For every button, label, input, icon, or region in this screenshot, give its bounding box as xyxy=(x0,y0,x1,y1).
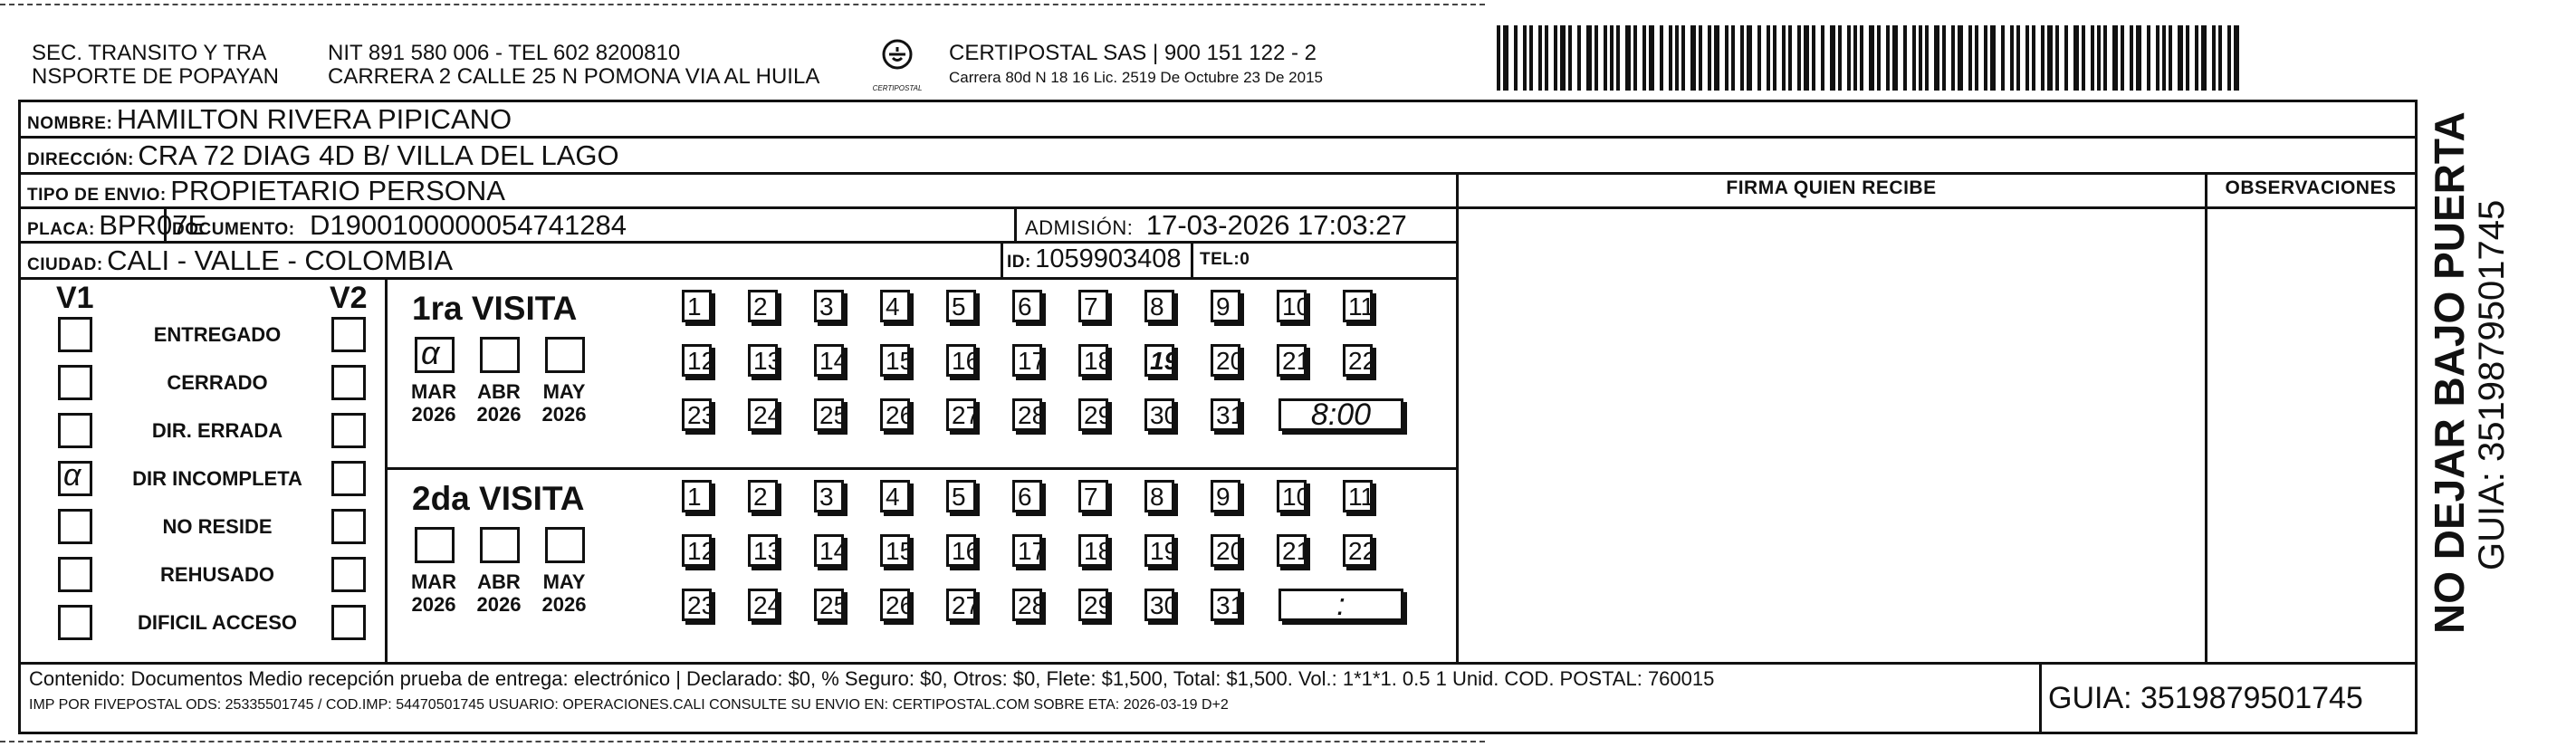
barcode-bar xyxy=(2136,25,2141,91)
month-year: 2026 xyxy=(476,403,522,426)
month-name: MAR xyxy=(410,380,457,403)
day-box[interactable]: 21 xyxy=(1277,344,1307,377)
month-label xyxy=(532,570,596,616)
barcode-bar xyxy=(2178,25,2183,91)
day-box[interactable]: 22 xyxy=(1343,534,1373,567)
grid-line xyxy=(1456,172,1459,664)
address-line: CARRERA 2 CALLE 25 N POMONA VIA AL HUILA xyxy=(328,64,820,89)
barcode-bar xyxy=(1642,25,1646,91)
grid-line xyxy=(1014,206,1017,243)
day-box[interactable]: 6 xyxy=(1012,480,1042,512)
day-box[interactable]: 13 xyxy=(748,344,778,377)
day-box[interactable]: 2 xyxy=(748,480,778,512)
status-option-label: REHUSADO xyxy=(160,563,274,586)
certipostal-logo xyxy=(867,38,927,92)
month-checkbox[interactable] xyxy=(545,337,585,373)
time-box[interactable]: : xyxy=(1278,589,1403,621)
barcode-bar xyxy=(1860,25,1863,91)
barcode-bar xyxy=(1847,25,1851,91)
v1-check-mark: α xyxy=(63,458,81,493)
field-documento xyxy=(172,209,627,242)
day-box[interactable]: 2 xyxy=(748,290,778,322)
day-box[interactable]: 26 xyxy=(880,398,910,431)
day-box[interactable]: 4 xyxy=(880,290,910,322)
side-text xyxy=(2427,111,2512,634)
footer-content-line: Contenido: Documentos Medio recepción prueba de entrega: electrónico | Declarado: $0, % Seguro: $0, Otros: $0, Flete: $1,500, Total: $1,500. Vol.: 1*1*1. 0.5 1 Unid. COD. POSTAL: 760015 xyxy=(29,667,1715,690)
month-year: 2026 xyxy=(541,403,587,426)
barcode-bar xyxy=(1830,25,1835,91)
barcode-bar xyxy=(1660,25,1663,91)
day-box[interactable]: 29 xyxy=(1078,398,1108,431)
day-box[interactable]: 29 xyxy=(1078,589,1108,621)
barcode-bar xyxy=(1773,25,1776,91)
day-box[interactable]: 27 xyxy=(946,398,976,431)
barcode-bar xyxy=(1925,25,1929,91)
barcode-bar xyxy=(1934,25,1939,91)
day-box[interactable]: 24 xyxy=(748,398,778,431)
day-box[interactable]: 23 xyxy=(682,398,712,431)
barcode-bar xyxy=(2097,25,2101,91)
barcode-bar xyxy=(1714,25,1719,91)
v2-checkbox[interactable] xyxy=(331,557,366,592)
v1-label: V1 xyxy=(56,281,94,315)
tipo-label: TIPO DE ENVIO: xyxy=(27,186,167,205)
month-year: 2026 xyxy=(476,593,522,616)
admision-value: 17-03-2026 17:03:27 xyxy=(1145,209,1407,241)
first-visit-title: 1ra VISITA xyxy=(412,290,578,327)
sender-name xyxy=(32,42,279,89)
ciudad-value: CALI - VALLE - COLOMBIA xyxy=(107,244,454,276)
barcode-bar xyxy=(2195,25,2198,91)
barcode-bar xyxy=(2169,25,2172,91)
v2-checkbox[interactable] xyxy=(331,509,366,544)
barcode-bar xyxy=(2041,25,2045,91)
barcode-bar xyxy=(1568,25,1572,91)
barcode-bar xyxy=(1514,25,1518,91)
month-checkbox[interactable] xyxy=(545,527,585,563)
barcode-bar xyxy=(2016,25,2020,91)
day-box[interactable]: 5 xyxy=(946,480,976,512)
month-label xyxy=(402,570,465,616)
barcode-bar xyxy=(2121,25,2124,91)
barcode-bar xyxy=(2073,25,2079,91)
barcode-bar xyxy=(1812,25,1815,91)
field-admision xyxy=(1025,209,1407,242)
day-box[interactable]: 16 xyxy=(946,534,976,567)
status-option-label: NO RESIDE xyxy=(162,515,273,538)
day-box[interactable]: 14 xyxy=(814,344,844,377)
barcode-bar xyxy=(2162,25,2166,91)
barcode-bar xyxy=(2147,25,2150,91)
field-ciudad xyxy=(27,244,453,277)
day-box[interactable]: 24 xyxy=(748,589,778,621)
barcode-bar xyxy=(1616,25,1620,91)
day-box[interactable]: 11 xyxy=(1343,290,1373,322)
v1-checkbox[interactable] xyxy=(58,557,92,592)
v2-checkbox[interactable] xyxy=(331,413,366,448)
grid-line xyxy=(1191,241,1193,277)
cut-line-bottom xyxy=(0,741,1485,742)
barcode-bar xyxy=(2212,25,2216,91)
barcode-bar xyxy=(1740,25,1744,91)
barcode-bar xyxy=(2234,25,2239,91)
ciudad-label: CIUDAD: xyxy=(27,255,103,274)
day-box[interactable]: 7 xyxy=(1078,480,1108,512)
barcode-bar xyxy=(1782,25,1786,91)
day-box[interactable]: 3 xyxy=(814,480,844,512)
admision-label: ADMISIÓN: xyxy=(1025,216,1134,239)
barcode xyxy=(1497,25,2239,91)
field-direccion xyxy=(27,139,619,172)
day-box[interactable]: 20 xyxy=(1211,344,1240,377)
day-box[interactable]: 30 xyxy=(1144,398,1174,431)
barcode-bar xyxy=(1560,25,1566,91)
barcode-bar xyxy=(1951,25,1955,91)
day-box[interactable]: 1 xyxy=(682,290,712,322)
barcode-bar xyxy=(2001,25,2005,91)
v2-checkbox[interactable] xyxy=(331,605,366,640)
day-box[interactable]: 11 xyxy=(1343,480,1373,512)
grid-line xyxy=(18,136,2418,139)
grid-line xyxy=(18,277,1458,280)
barcode-bar xyxy=(1725,25,1729,91)
day-box[interactable]: 12 xyxy=(682,344,712,377)
barcode-bar xyxy=(1586,25,1592,91)
barcode-bar xyxy=(2055,25,2059,91)
month-label xyxy=(532,380,596,426)
status-option-label: DIR. ERRADA xyxy=(151,419,283,442)
day-box[interactable]: 18 xyxy=(1078,534,1108,567)
documento-value: D1900100000054741284 xyxy=(310,209,627,241)
month-name: MAY xyxy=(542,380,586,403)
day-box[interactable]: 18 xyxy=(1078,344,1108,377)
v2-label: V2 xyxy=(330,281,368,315)
month-checkbox[interactable] xyxy=(480,337,520,373)
field-id xyxy=(1007,244,1182,274)
barcode-bar xyxy=(1675,25,1679,91)
direccion-value: CRA 72 DIAG 4D B/ VILLA DEL LAGO xyxy=(138,139,619,171)
barcode-bar xyxy=(1767,25,1770,91)
day-box[interactable]: 3 xyxy=(814,290,844,322)
barcode-bar xyxy=(1903,25,1907,91)
grid-line xyxy=(18,100,21,733)
day-box[interactable]: 19 xyxy=(1144,534,1174,567)
status-option-label: DIR INCOMPLETA xyxy=(132,467,302,490)
barcode-bar xyxy=(1877,25,1881,91)
barcode-bar xyxy=(1633,25,1637,91)
day-box[interactable]: 15 xyxy=(880,344,910,377)
day-box[interactable]: 8 xyxy=(1144,480,1174,512)
sender-info xyxy=(328,42,819,89)
month-name: ABR xyxy=(477,380,521,403)
barcode-bar xyxy=(1747,25,1752,91)
firma-label: FIRMA QUIEN RECIBE xyxy=(1726,177,1937,198)
day-box[interactable]: 21 xyxy=(1277,534,1307,567)
grid-line xyxy=(18,100,2418,102)
direccion-label: DIRECCIÓN: xyxy=(27,150,134,169)
v1-checkbox[interactable] xyxy=(58,317,92,352)
observaciones-label: OBSERVACIONES xyxy=(2225,177,2397,198)
month-year: 2026 xyxy=(411,593,456,616)
v2-checkbox[interactable] xyxy=(331,365,366,400)
month-name: MAR xyxy=(410,570,457,593)
barcode-bar xyxy=(1968,25,1972,91)
barcode-bar xyxy=(1529,25,1533,91)
barcode-bar xyxy=(2130,25,2133,91)
day-box[interactable]: 30 xyxy=(1144,589,1174,621)
day-box[interactable]: 25 xyxy=(814,589,844,621)
month-year: 2026 xyxy=(541,593,587,616)
v1-checkbox[interactable] xyxy=(58,509,92,544)
month-name: MAY xyxy=(542,570,586,593)
status-option-label: CERRADO xyxy=(167,371,268,394)
day-box[interactable]: 25 xyxy=(814,398,844,431)
status-option-label: ENTREGADO xyxy=(153,323,282,346)
barcode-bar xyxy=(2032,25,2035,91)
month-label xyxy=(467,570,531,616)
day-box[interactable]: 31 xyxy=(1211,398,1240,431)
v2-checkbox[interactable] xyxy=(331,461,366,496)
day-box[interactable]: 28 xyxy=(1012,589,1042,621)
side-guia: GUIA: 3519879501745 xyxy=(2472,199,2512,570)
barcode-bar xyxy=(2201,25,2207,91)
day-box[interactable]: 7 xyxy=(1078,290,1108,322)
field-tipo-envio xyxy=(27,175,505,207)
day-box[interactable]: 14 xyxy=(814,534,844,567)
barcode-bar xyxy=(1610,25,1614,91)
placa-value: BPR07E xyxy=(99,209,207,241)
month-label xyxy=(402,380,465,426)
barcode-bar xyxy=(1912,25,1916,91)
grid-line xyxy=(18,732,2418,734)
barcode-bar xyxy=(2227,25,2231,91)
side-warning: NO DEJAR BAJO PUERTA xyxy=(2426,111,2473,634)
barcode-bar xyxy=(1523,25,1527,91)
day-box[interactable]: 9 xyxy=(1211,480,1240,512)
tel-label: TEL:0 xyxy=(1200,250,1250,269)
day-box[interactable]: 15 xyxy=(880,534,910,567)
day-box[interactable]: 17 xyxy=(1012,344,1042,377)
month-checkbox[interactable] xyxy=(415,527,455,563)
barcode-bar xyxy=(1604,25,1607,91)
barcode-bar xyxy=(1975,25,1978,91)
barcode-bar xyxy=(1594,25,1598,91)
barcode-bar xyxy=(1669,25,1672,91)
barcode-bar xyxy=(2103,25,2107,91)
day-box[interactable]: 13 xyxy=(748,534,778,567)
time-box[interactable]: 8:00 xyxy=(1278,398,1403,431)
day-box[interactable]: 17 xyxy=(1012,534,1042,567)
barcode-bar xyxy=(1538,25,1542,91)
barcode-bar xyxy=(1990,25,1996,91)
day-box[interactable]: 20 xyxy=(1211,534,1240,567)
barcode-bar xyxy=(1838,25,1842,91)
field-nombre xyxy=(27,103,512,136)
month-year: 2026 xyxy=(411,403,456,426)
footer-imp-line: IMP POR FIVEPOSTAL ODS: 25335501745 / COD.IMP: 54470501745 USUARIO: OPERACIONES.CALI CONSULTE SU ENVIO EN: CERTIPOSTAL.COM SOBRE ETA: 2026-03-19 D+2 xyxy=(29,697,1229,713)
logo-text: CERTIPOSTAL xyxy=(872,84,923,92)
day-box[interactable]: 12 xyxy=(682,534,712,567)
documento-label: DOCUMENTO: xyxy=(172,220,295,239)
barcode-bar xyxy=(1681,25,1685,91)
barcode-bar xyxy=(2010,25,2014,91)
grid-line xyxy=(18,662,2418,665)
month-label xyxy=(467,380,531,426)
grid-line xyxy=(385,467,1458,470)
barcode-bar xyxy=(2025,25,2029,91)
grid-line xyxy=(1001,241,1003,277)
month-checkbox[interactable] xyxy=(480,527,520,563)
v1-checkbox[interactable] xyxy=(58,605,92,640)
nombre-value: HAMILTON RIVERA PIPICANO xyxy=(116,103,512,135)
sender-line-1: SEC. TRANSITO Y TRA xyxy=(32,41,267,65)
nit-line: NIT 891 580 006 - TEL 602 8200810 xyxy=(328,41,681,65)
barcode-bar xyxy=(1919,25,1922,91)
barcode-bar xyxy=(2091,25,2094,91)
day-box[interactable]: 4 xyxy=(880,480,910,512)
grid-line xyxy=(2039,662,2042,733)
barcode-bar xyxy=(2082,25,2085,91)
second-visit-title: 2da VISITA xyxy=(412,480,585,517)
month-checkbox[interactable] xyxy=(415,334,455,373)
barcode-bar xyxy=(2047,25,2053,91)
barcode-bar xyxy=(2218,25,2222,91)
barcode-bar xyxy=(2064,25,2068,91)
grid-line xyxy=(2205,172,2207,664)
barcode-bar xyxy=(1821,25,1824,91)
observaciones-header xyxy=(2207,177,2415,199)
barcode-bar xyxy=(1869,25,1874,91)
month-name: ABR xyxy=(477,570,521,593)
placa-label: PLACA: xyxy=(27,220,95,239)
day-box[interactable]: 26 xyxy=(880,589,910,621)
barcode-bar xyxy=(1942,25,1946,91)
barcode-bar xyxy=(1892,25,1898,91)
day-box[interactable]: 8 xyxy=(1144,290,1174,322)
barcode-bar xyxy=(1503,25,1508,91)
day-box[interactable]: 28 xyxy=(1012,398,1042,431)
day-box[interactable]: 16 xyxy=(946,344,976,377)
v1-checkbox[interactable] xyxy=(58,413,92,448)
day-box[interactable]: 23 xyxy=(682,589,712,621)
grid-line xyxy=(2415,100,2418,733)
courier-info xyxy=(949,42,1323,87)
barcode-bar xyxy=(1625,25,1631,91)
footer-guia: GUIA: 3519879501745 xyxy=(2048,681,2363,715)
barcode-bar xyxy=(1731,25,1735,91)
field-tel xyxy=(1200,250,1250,270)
day-box[interactable]: 5 xyxy=(946,290,976,322)
barcode-bar xyxy=(1699,25,1702,91)
barcode-bar xyxy=(1788,25,1792,91)
day-box[interactable]: 31 xyxy=(1211,589,1240,621)
day-box[interactable]: 9 xyxy=(1211,290,1240,322)
barcode-bar xyxy=(1797,25,1801,91)
barcode-bar xyxy=(1545,25,1548,91)
nombre-label: NOMBRE: xyxy=(27,114,113,133)
courier-line: CERTIPOSTAL SAS | 900 151 122 - 2 xyxy=(949,41,1317,65)
barcode-bar xyxy=(2156,25,2159,91)
barcode-bar xyxy=(1708,25,1711,91)
barcode-bar xyxy=(1853,25,1857,91)
grid-line xyxy=(385,277,388,664)
v2-checkbox[interactable] xyxy=(331,317,366,352)
status-option-label: DIFICIL ACCESO xyxy=(137,611,297,634)
barcode-bar xyxy=(2112,25,2118,91)
barcode-bar xyxy=(1958,25,1963,91)
barcode-bar xyxy=(1886,25,1890,91)
id-label: ID: xyxy=(1007,253,1031,272)
day-box[interactable]: 22 xyxy=(1343,344,1373,377)
barcode-bar xyxy=(1554,25,1557,91)
courier-sub: Carrera 80d N 18 16 Lic. 2519 De Octubre 23 De 2015 xyxy=(949,69,1323,86)
day-box[interactable]: 10 xyxy=(1277,480,1307,512)
day-box[interactable]: 27 xyxy=(946,589,976,621)
barcode-bar xyxy=(1757,25,1761,91)
sender-line-2: NSPORTE DE POPAYAN xyxy=(32,64,279,89)
month-check-mark: α xyxy=(421,334,440,371)
barcode-bar xyxy=(2186,25,2189,91)
v1-checkbox[interactable] xyxy=(58,365,92,400)
barcode-bar xyxy=(1984,25,1987,91)
barcode-bar xyxy=(1804,25,1809,91)
cut-line-top xyxy=(0,4,1485,5)
v1-checkbox[interactable] xyxy=(58,458,92,496)
firma-header xyxy=(1458,177,2205,199)
barcode-bar xyxy=(1577,25,1581,91)
day-box[interactable]: 1 xyxy=(682,480,712,512)
day-box[interactable]: 19 xyxy=(1144,344,1174,377)
day-box[interactable]: 10 xyxy=(1277,290,1307,322)
barcode-bar xyxy=(1690,25,1696,91)
day-box[interactable]: 6 xyxy=(1012,290,1042,322)
barcode-bar xyxy=(1649,25,1654,91)
tipo-value: PROPIETARIO PERSONA xyxy=(170,175,505,206)
id-value: 1059903408 xyxy=(1035,244,1182,273)
barcode-bar xyxy=(1497,25,1500,91)
